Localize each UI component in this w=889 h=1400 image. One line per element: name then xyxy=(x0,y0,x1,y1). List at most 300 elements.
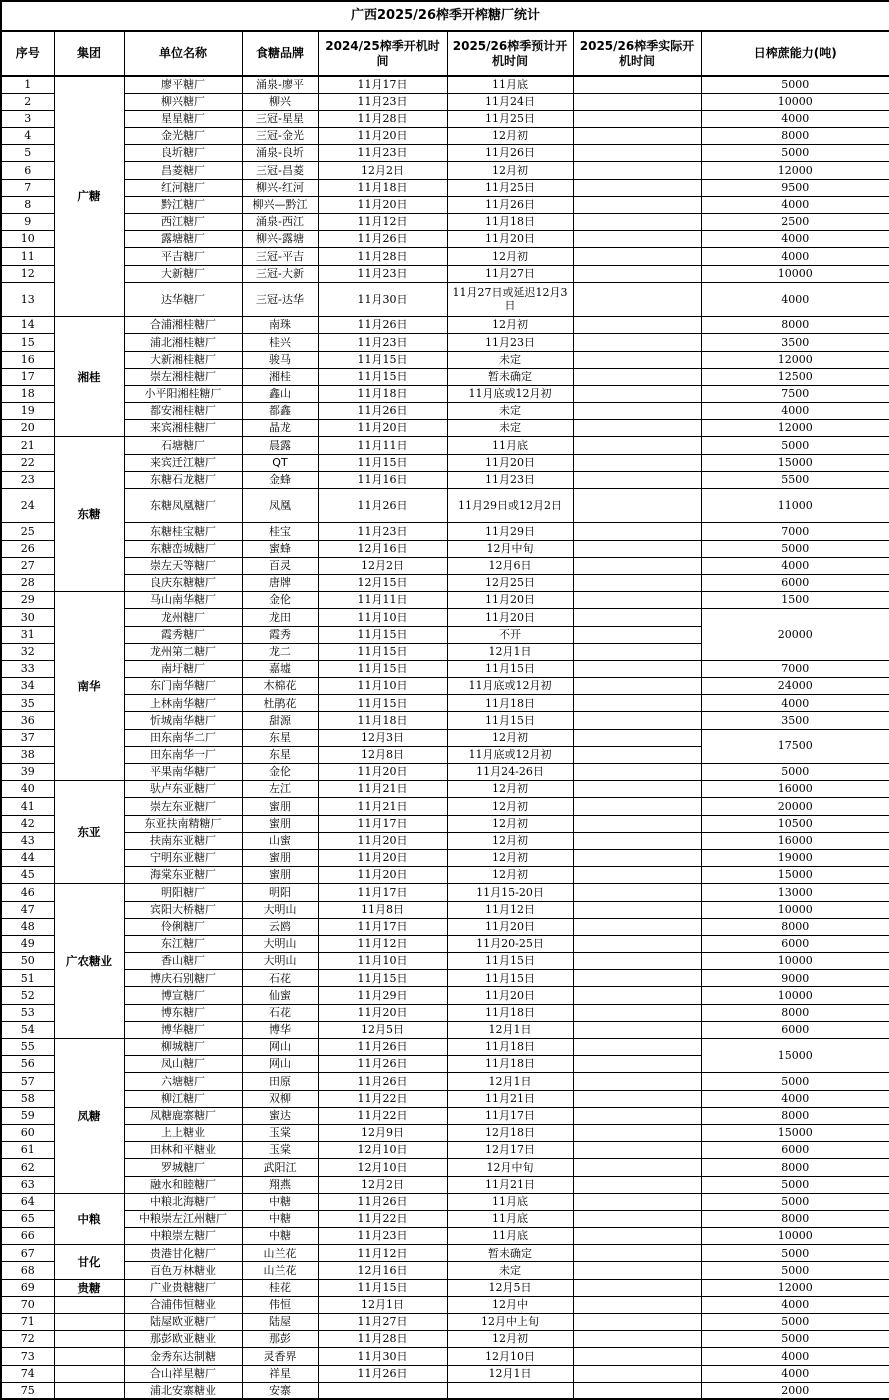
unit-name-cell: 东糖峦城糖厂 xyxy=(124,540,242,557)
open-2025-26-est-cell: 12月初 xyxy=(447,849,573,866)
capacity-cell: 17500 xyxy=(701,729,889,763)
capacity-cell: 2000 xyxy=(701,1382,889,1399)
open-2025-26-est-cell: 11月24日 xyxy=(447,93,573,110)
open-2025-26-actual-cell xyxy=(573,128,701,145)
brand-cell: 明阳 xyxy=(242,884,318,901)
capacity-cell: 15000 xyxy=(701,1124,889,1141)
open-2025-26-actual-cell xyxy=(573,1193,701,1210)
table-row xyxy=(1,76,889,93)
serial-cell: 18 xyxy=(1,385,54,402)
brand-cell: 祥星 xyxy=(242,1365,318,1382)
open-2025-26-est-cell: 11月20日 xyxy=(447,454,573,471)
unit-name-cell: 东门南华糖厂 xyxy=(124,678,242,695)
open-2025-26-est-cell: 11月21日 xyxy=(447,1090,573,1107)
unit-name-cell: 驮卢东亚糖厂 xyxy=(124,781,242,798)
capacity-cell: 10000 xyxy=(701,1228,889,1245)
capacity-cell: 12000 xyxy=(701,162,889,179)
open-2025-26-actual-cell xyxy=(573,1331,701,1348)
serial-cell: 35 xyxy=(1,695,54,712)
table-row xyxy=(1,660,889,677)
open-2024-25-cell: 11月15日 xyxy=(318,1279,447,1296)
open-2024-25-cell: 11月26日 xyxy=(318,231,447,248)
capacity-cell: 5000 xyxy=(701,1331,889,1348)
table-row xyxy=(1,832,889,849)
open-2025-26-actual-cell xyxy=(573,385,701,402)
table-row xyxy=(1,110,889,127)
open-2024-25-cell: 11月17日 xyxy=(318,918,447,935)
header-row xyxy=(1,31,889,76)
table-row xyxy=(1,1090,889,1107)
capacity-cell: 24000 xyxy=(701,678,889,695)
open-2024-25-cell: 12月5日 xyxy=(318,1021,447,1038)
open-2024-25-cell: 12月3日 xyxy=(318,729,447,746)
open-2025-26-actual-cell xyxy=(573,523,701,540)
brand-cell: 陆屋 xyxy=(242,1314,318,1331)
unit-name-cell: 凤山糖厂 xyxy=(124,1056,242,1073)
unit-name-cell: 贵港甘化糖厂 xyxy=(124,1245,242,1262)
open-2024-25-cell: 11月27日 xyxy=(318,1314,447,1331)
open-2025-26-est-cell: 11月20日 xyxy=(447,231,573,248)
unit-name-cell: 田东南华一厂 xyxy=(124,746,242,763)
open-2025-26-actual-cell xyxy=(573,918,701,935)
capacity-cell: 5500 xyxy=(701,471,889,488)
group-cell xyxy=(54,1382,124,1399)
open-2025-26-est-cell: 12月5日 xyxy=(447,1279,573,1296)
open-2025-26-actual-cell xyxy=(573,214,701,231)
unit-name-cell: 扶南东亚糖厂 xyxy=(124,832,242,849)
unit-name-cell: 崇左天等糖厂 xyxy=(124,557,242,574)
table-row xyxy=(1,1382,889,1399)
open-2024-25-cell: 11月26日 xyxy=(318,489,447,523)
unit-name-cell: 良庆东糖糖厂 xyxy=(124,574,242,591)
open-2025-26-est-cell: 11月20日 xyxy=(447,592,573,609)
unit-name-cell: 融水和睦糖厂 xyxy=(124,1176,242,1193)
brand-cell: 网山 xyxy=(242,1039,318,1056)
table-row xyxy=(1,609,889,626)
capacity-cell: 5000 xyxy=(701,437,889,454)
group-cell: 贵糖 xyxy=(54,1279,124,1296)
open-2025-26-actual-cell xyxy=(573,557,701,574)
table-row xyxy=(1,867,889,884)
open-2025-26-est-cell: 11月20日 xyxy=(447,918,573,935)
unit-name-cell: 大新湘桂糖厂 xyxy=(124,351,242,368)
open-2025-26-est-cell xyxy=(447,1382,573,1399)
unit-name-cell: 中粮崇左糖厂 xyxy=(124,1228,242,1245)
brand-cell: 东星 xyxy=(242,746,318,763)
open-2024-25-cell: 11月30日 xyxy=(318,282,447,316)
unit-name-cell: 都安湘桂糖厂 xyxy=(124,403,242,420)
table-row xyxy=(1,437,889,454)
open-2024-25-cell: 11月30日 xyxy=(318,1348,447,1365)
brand-cell: 霞秀 xyxy=(242,626,318,643)
capacity-cell: 12500 xyxy=(701,368,889,385)
brand-cell: 那彭 xyxy=(242,1331,318,1348)
brand-cell: 晶龙 xyxy=(242,420,318,437)
open-2024-25-cell: 11月21日 xyxy=(318,798,447,815)
capacity-cell: 20000 xyxy=(701,609,889,661)
open-2024-25-cell: 11月10日 xyxy=(318,953,447,970)
brand-cell: QT xyxy=(242,454,318,471)
unit-name-cell: 中粮北海糖厂 xyxy=(124,1193,242,1210)
capacity-cell: 10000 xyxy=(701,953,889,970)
open-2025-26-est-cell: 11月底 xyxy=(447,437,573,454)
serial-cell: 9 xyxy=(1,214,54,231)
serial-cell: 45 xyxy=(1,867,54,884)
table-row xyxy=(1,1021,889,1038)
capacity-cell: 5000 xyxy=(701,1073,889,1090)
unit-name-cell: 来宾迁江糖厂 xyxy=(124,454,242,471)
table-row xyxy=(1,282,889,316)
open-2024-25-cell: 11月10日 xyxy=(318,609,447,626)
capacity-cell: 3500 xyxy=(701,712,889,729)
open-2025-26-est-cell: 11月26日 xyxy=(447,145,573,162)
open-2025-26-actual-cell xyxy=(573,1073,701,1090)
open-2024-25-cell: 12月16日 xyxy=(318,540,447,557)
unit-name-cell: 石塘糖厂 xyxy=(124,437,242,454)
capacity-cell: 6000 xyxy=(701,574,889,591)
brand-cell: 龙二 xyxy=(242,643,318,660)
capacity-cell: 7000 xyxy=(701,523,889,540)
table-row xyxy=(1,523,889,540)
unit-name-cell: 龙州第二糖厂 xyxy=(124,643,242,660)
table-row xyxy=(1,489,889,523)
open-2025-26-est-cell: 12月初 xyxy=(447,162,573,179)
brand-cell: 桂花 xyxy=(242,1279,318,1296)
table-row xyxy=(1,712,889,729)
capacity-cell: 4000 xyxy=(701,248,889,265)
serial-cell: 32 xyxy=(1,643,54,660)
serial-cell: 56 xyxy=(1,1056,54,1073)
table-row xyxy=(1,935,889,952)
open-2025-26-est-cell: 11月15-20日 xyxy=(447,884,573,901)
open-2025-26-est-cell: 11月18日 xyxy=(447,214,573,231)
brand-cell: 山蜜 xyxy=(242,832,318,849)
open-2025-26-actual-cell xyxy=(573,454,701,471)
brand-cell: 百灵 xyxy=(242,557,318,574)
open-2024-25-cell: 11月18日 xyxy=(318,179,447,196)
capacity-cell: 6000 xyxy=(701,1142,889,1159)
open-2025-26-actual-cell xyxy=(573,1210,701,1227)
capacity-cell: 20000 xyxy=(701,798,889,815)
unit-name-cell: 忻城南华糖厂 xyxy=(124,712,242,729)
open-2025-26-est-cell: 12月初 xyxy=(447,729,573,746)
unit-name-cell: 博庆石别糖厂 xyxy=(124,970,242,987)
serial-cell: 36 xyxy=(1,712,54,729)
open-2025-26-est-cell: 12月18日 xyxy=(447,1124,573,1141)
open-2025-26-actual-cell xyxy=(573,1365,701,1382)
open-2024-25-cell: 11月18日 xyxy=(318,712,447,729)
unit-name-cell: 金光糖厂 xyxy=(124,128,242,145)
table-row xyxy=(1,798,889,815)
open-2025-26-actual-cell xyxy=(573,867,701,884)
brand-cell: 桂宝 xyxy=(242,523,318,540)
group-cell: 东糖 xyxy=(54,437,124,592)
open-2024-25-cell: 11月28日 xyxy=(318,248,447,265)
table-row xyxy=(1,403,889,420)
brand-cell: 柳兴—黔江 xyxy=(242,196,318,213)
brand-cell: 大明山 xyxy=(242,935,318,952)
col-header-open-2025-26-actual: 2025/26榨季实际开机时间 xyxy=(573,31,701,76)
serial-cell: 72 xyxy=(1,1331,54,1348)
open-2025-26-est-cell: 11月底 xyxy=(447,1193,573,1210)
capacity-cell: 4000 xyxy=(701,1296,889,1313)
open-2025-26-actual-cell xyxy=(573,196,701,213)
unit-name-cell: 罗城糖厂 xyxy=(124,1159,242,1176)
serial-cell: 27 xyxy=(1,557,54,574)
capacity-cell: 5000 xyxy=(701,1245,889,1262)
open-2025-26-est-cell: 12月初 xyxy=(447,248,573,265)
unit-name-cell: 东糖凤凰糖厂 xyxy=(124,489,242,523)
group-cell xyxy=(54,1348,124,1365)
brand-cell: 山兰花 xyxy=(242,1245,318,1262)
serial-cell: 53 xyxy=(1,1004,54,1021)
open-2024-25-cell: 12月10日 xyxy=(318,1159,447,1176)
open-2024-25-cell: 11月8日 xyxy=(318,901,447,918)
open-2024-25-cell: 11月17日 xyxy=(318,76,447,93)
serial-cell: 13 xyxy=(1,282,54,316)
table-row xyxy=(1,214,889,231)
brand-cell: 甜源 xyxy=(242,712,318,729)
brand-cell: 灵香界 xyxy=(242,1348,318,1365)
open-2025-26-actual-cell xyxy=(573,1348,701,1365)
unit-name-cell: 大新糖厂 xyxy=(124,265,242,282)
table-row xyxy=(1,1039,889,1056)
serial-cell: 28 xyxy=(1,574,54,591)
unit-name-cell: 博东糖厂 xyxy=(124,1004,242,1021)
brand-cell: 玉棠 xyxy=(242,1142,318,1159)
capacity-cell: 5000 xyxy=(701,1262,889,1279)
unit-name-cell: 博宣糖厂 xyxy=(124,987,242,1004)
capacity-cell: 6000 xyxy=(701,1021,889,1038)
unit-name-cell: 南圩糖厂 xyxy=(124,660,242,677)
open-2025-26-est-cell: 12月1日 xyxy=(447,1073,573,1090)
capacity-cell: 10500 xyxy=(701,815,889,832)
table-body xyxy=(1,76,889,1399)
brand-cell: 湘桂 xyxy=(242,368,318,385)
open-2025-26-actual-cell xyxy=(573,1004,701,1021)
unit-name-cell: 上林南华糖厂 xyxy=(124,695,242,712)
table-row xyxy=(1,196,889,213)
brand-cell: 云鸥 xyxy=(242,918,318,935)
unit-name-cell: 东江糖厂 xyxy=(124,935,242,952)
brand-cell: 涌泉-良圻 xyxy=(242,145,318,162)
open-2025-26-actual-cell xyxy=(573,643,701,660)
table-row xyxy=(1,334,889,351)
unit-name-cell: 浦北湘桂糖厂 xyxy=(124,334,242,351)
table-row xyxy=(1,815,889,832)
serial-cell: 24 xyxy=(1,489,54,523)
open-2025-26-est-cell: 11月15日 xyxy=(447,660,573,677)
unit-name-cell: 香山糖厂 xyxy=(124,953,242,970)
brand-cell: 蜜朋 xyxy=(242,867,318,884)
brand-cell: 东星 xyxy=(242,729,318,746)
brand-cell: 金蜂 xyxy=(242,471,318,488)
open-2025-26-est-cell: 12月初 xyxy=(447,832,573,849)
open-2024-25-cell: 11月23日 xyxy=(318,145,447,162)
brand-cell: 木棉花 xyxy=(242,678,318,695)
brand-cell: 金伦 xyxy=(242,592,318,609)
capacity-cell: 8000 xyxy=(701,1107,889,1124)
unit-name-cell: 百色万林糖业 xyxy=(124,1262,242,1279)
capacity-cell: 19000 xyxy=(701,849,889,866)
open-2025-26-est-cell: 12月初 xyxy=(447,128,573,145)
open-2024-25-cell: 11月17日 xyxy=(318,884,447,901)
brand-cell: 都鑫 xyxy=(242,403,318,420)
open-2024-25-cell: 11月29日 xyxy=(318,987,447,1004)
unit-name-cell: 海棠东亚糖厂 xyxy=(124,867,242,884)
open-2025-26-actual-cell xyxy=(573,231,701,248)
open-2025-26-est-cell: 11月20日 xyxy=(447,609,573,626)
table-row xyxy=(1,1210,889,1227)
brand-cell: 玉棠 xyxy=(242,1124,318,1141)
serial-cell: 58 xyxy=(1,1090,54,1107)
unit-name-cell: 合浦湘桂糖厂 xyxy=(124,317,242,334)
brand-cell: 安寨 xyxy=(242,1382,318,1399)
open-2025-26-actual-cell xyxy=(573,110,701,127)
unit-name-cell: 合山祥星糖厂 xyxy=(124,1365,242,1382)
open-2025-26-actual-cell xyxy=(573,1107,701,1124)
brand-cell: 大明山 xyxy=(242,953,318,970)
brand-cell: 凤凰 xyxy=(242,489,318,523)
table-row xyxy=(1,1365,889,1382)
capacity-cell: 15000 xyxy=(701,1039,889,1073)
serial-cell: 33 xyxy=(1,660,54,677)
unit-name-cell: 黔江糖厂 xyxy=(124,196,242,213)
group-cell: 东亚 xyxy=(54,781,124,884)
serial-cell: 37 xyxy=(1,729,54,746)
open-2025-26-est-cell: 11月25日 xyxy=(447,179,573,196)
page-title: 广西2025/26榨季开榨糖厂统计 xyxy=(1,1,889,31)
open-2025-26-est-cell: 11月底或12月初 xyxy=(447,385,573,402)
serial-cell: 38 xyxy=(1,746,54,763)
brand-cell: 柳兴-红河 xyxy=(242,179,318,196)
open-2024-25-cell: 11月23日 xyxy=(318,334,447,351)
open-2025-26-est-cell: 11月26日 xyxy=(447,196,573,213)
group-cell xyxy=(54,1331,124,1348)
capacity-cell: 3500 xyxy=(701,334,889,351)
open-2025-26-est-cell: 12月初 xyxy=(447,867,573,884)
capacity-cell: 10000 xyxy=(701,93,889,110)
col-header-open-2024-25: 2024/25榨季开机时间 xyxy=(318,31,447,76)
serial-cell: 20 xyxy=(1,420,54,437)
open-2025-26-actual-cell xyxy=(573,746,701,763)
unit-name-cell: 马山南华糖厂 xyxy=(124,592,242,609)
open-2025-26-est-cell: 11月25日 xyxy=(447,110,573,127)
unit-name-cell: 东亚扶南精糖厂 xyxy=(124,815,242,832)
open-2024-25-cell: 12月16日 xyxy=(318,1262,447,1279)
brand-cell: 三冠-平吉 xyxy=(242,248,318,265)
capacity-cell: 4000 xyxy=(701,557,889,574)
capacity-cell: 4000 xyxy=(701,1348,889,1365)
serial-cell: 4 xyxy=(1,128,54,145)
unit-name-cell: 宁明东亚糖厂 xyxy=(124,849,242,866)
brand-cell: 涌泉-西江 xyxy=(242,214,318,231)
serial-cell: 75 xyxy=(1,1382,54,1399)
capacity-cell: 15000 xyxy=(701,867,889,884)
brand-cell: 大明山 xyxy=(242,901,318,918)
serial-cell: 74 xyxy=(1,1365,54,1382)
brand-cell: 翔燕 xyxy=(242,1176,318,1193)
open-2025-26-actual-cell xyxy=(573,179,701,196)
open-2025-26-actual-cell xyxy=(573,1056,701,1073)
open-2025-26-actual-cell xyxy=(573,712,701,729)
table-row xyxy=(1,901,889,918)
table-row xyxy=(1,987,889,1004)
serial-cell: 3 xyxy=(1,110,54,127)
serial-cell: 5 xyxy=(1,145,54,162)
open-2025-26-est-cell: 11月29日或12月2日 xyxy=(447,489,573,523)
open-2024-25-cell: 11月23日 xyxy=(318,1228,447,1245)
col-header-serial: 序号 xyxy=(1,31,54,76)
brand-cell: 石花 xyxy=(242,1004,318,1021)
serial-cell: 1 xyxy=(1,76,54,93)
open-2025-26-actual-cell xyxy=(573,93,701,110)
brand-cell: 涌泉-廖平 xyxy=(242,76,318,93)
table-row xyxy=(1,248,889,265)
unit-name-cell: 廖平糖厂 xyxy=(124,76,242,93)
open-2025-26-actual-cell xyxy=(573,1039,701,1056)
open-2024-25-cell: 11月26日 xyxy=(318,1073,447,1090)
capacity-cell: 5000 xyxy=(701,76,889,93)
open-2025-26-actual-cell xyxy=(573,609,701,626)
brand-cell: 杜鹃花 xyxy=(242,695,318,712)
group-cell xyxy=(54,1314,124,1331)
serial-cell: 22 xyxy=(1,454,54,471)
open-2024-25-cell: 12月1日 xyxy=(318,1296,447,1313)
capacity-cell: 4000 xyxy=(701,695,889,712)
capacity-cell: 8000 xyxy=(701,1159,889,1176)
unit-name-cell: 浦北安寨糖业 xyxy=(124,1382,242,1399)
unit-name-cell: 柳城糖厂 xyxy=(124,1039,242,1056)
brand-cell: 石花 xyxy=(242,970,318,987)
open-2025-26-actual-cell xyxy=(573,540,701,557)
open-2024-25-cell: 11月26日 xyxy=(318,403,447,420)
table-row xyxy=(1,231,889,248)
serial-cell: 41 xyxy=(1,798,54,815)
open-2024-25-cell: 11月11日 xyxy=(318,437,447,454)
open-2025-26-actual-cell xyxy=(573,1314,701,1331)
brand-cell: 蜜朋 xyxy=(242,815,318,832)
open-2025-26-est-cell: 未定 xyxy=(447,351,573,368)
capacity-cell: 12000 xyxy=(701,351,889,368)
open-2025-26-est-cell: 12月17日 xyxy=(447,1142,573,1159)
open-2024-25-cell: 11月26日 xyxy=(318,1039,447,1056)
table-row xyxy=(1,1279,889,1296)
serial-cell: 60 xyxy=(1,1124,54,1141)
open-2025-26-est-cell: 11月15日 xyxy=(447,712,573,729)
col-header-unit-name: 单位名称 xyxy=(124,31,242,76)
open-2025-26-est-cell: 11月15日 xyxy=(447,970,573,987)
open-2025-26-actual-cell xyxy=(573,729,701,746)
brand-cell: 三冠-昌菱 xyxy=(242,162,318,179)
unit-name-cell: 红河糖厂 xyxy=(124,179,242,196)
group-cell xyxy=(54,1296,124,1313)
open-2025-26-actual-cell xyxy=(573,145,701,162)
open-2025-26-actual-cell xyxy=(573,420,701,437)
table-row xyxy=(1,1107,889,1124)
open-2025-26-actual-cell xyxy=(573,76,701,93)
group-cell: 中粮 xyxy=(54,1193,124,1245)
open-2025-26-actual-cell xyxy=(573,815,701,832)
table-row xyxy=(1,557,889,574)
open-2025-26-actual-cell xyxy=(573,1021,701,1038)
serial-cell: 14 xyxy=(1,317,54,334)
table-row xyxy=(1,128,889,145)
brand-cell: 左江 xyxy=(242,781,318,798)
brand-cell: 网山 xyxy=(242,1056,318,1073)
open-2024-25-cell: 11月18日 xyxy=(318,385,447,402)
open-2025-26-actual-cell xyxy=(573,282,701,316)
